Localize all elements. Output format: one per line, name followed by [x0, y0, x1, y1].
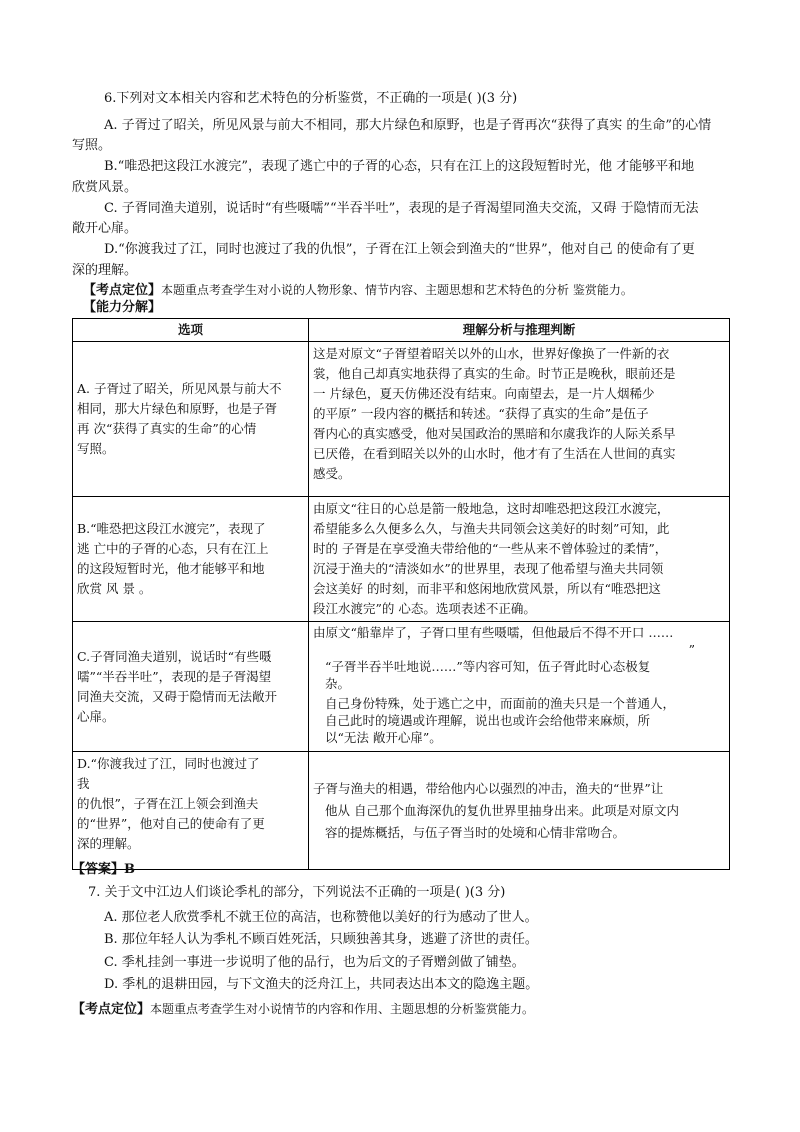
cell-line: 希望能多么久便多么久，与渔夫共同领会这美好的时刻”可知，此	[313, 521, 670, 536]
q6-option-a-line1: A. 子胥过了昭关，所见风景与前大不相同，那大片绿色和原野，也是子胥再次“获得了真实 的生命”的心情	[104, 118, 712, 133]
q6-option-c-line2: 敞开心扉。	[72, 221, 138, 236]
row-b-option	[73, 497, 309, 622]
q6-option-b-line1: B.“唯恐把这段江水渡完”，表现了逃亡中的子胥的心态，只有在江上的这段短暂时光，他 才能够平和地	[104, 159, 695, 174]
cell-line: 心扉。	[77, 708, 115, 724]
q7-option-d: D. 季札的退耕田园，与下文渔夫的泛舟江上，共同表达出本文的隐逸主题。	[104, 977, 539, 992]
cell-line: 时的 子胥是在享受渔夫带给他的“一些从来不曾体验过的柔情”，	[313, 541, 668, 556]
row-a-option	[73, 342, 309, 497]
answer-value: B	[124, 862, 136, 877]
header-option: 选项	[73, 319, 309, 342]
q7-option-c: C. 季札挂剑一事进一步说明了他的品行，也为后文的子胥赠剑做了铺垫。	[104, 955, 525, 970]
row-a-analysis	[309, 342, 730, 497]
q6-answer	[72, 860, 135, 880]
table-row	[73, 752, 730, 870]
cell-line: “子胥半吞半吐地说……”等内容可知，伍子胥此时心态极复	[325, 659, 651, 674]
cell-line: 感受。	[313, 466, 351, 481]
q6-nengli-label: 【能力分解】	[83, 300, 162, 315]
row-c-option	[73, 622, 309, 752]
row-d-option	[73, 752, 309, 870]
q6-option-a-line2: 写照。	[72, 138, 112, 153]
cell-line: 深的理解。	[77, 836, 140, 851]
row-c-analysis	[309, 622, 730, 752]
cell-line: 由原文“往日的心总是箭一般地急，这时却唯恐把这段江水渡完，	[313, 501, 670, 516]
row-b-analysis	[309, 497, 730, 622]
cell-line: 他从 自己那个血海深仇的复仇世界里抽身出来。此项是对原文内	[325, 802, 679, 818]
cell-line: 会这美好 的时刻，而非平和悠闲地欣赏风景，所以有“唯恐把这	[313, 581, 661, 596]
cell-line: A. 子胥过了昭关，所见风景与前大不	[77, 381, 282, 396]
cell-line: 子胥与渔夫的相遇，带给他内心以强烈的冲击，渔夫的“世界”让	[313, 780, 664, 796]
cell-line: 写照。	[77, 441, 115, 456]
row-d-analysis	[309, 752, 730, 870]
q6-kaodian	[83, 280, 633, 301]
q7-option-b: B. 那位年轻人认为季札不顾百姓死活，只顾独善其身，逃避了济世的责任。	[104, 932, 538, 947]
cell-line: 一 片绿色，夏天仿佛还没有结束。向南望去，是一片人烟稀少	[313, 386, 655, 401]
q6-option-b-line2: 欣赏风景。	[72, 180, 138, 195]
cell-line: 欣赏 风 景 。	[77, 581, 152, 596]
analysis-table	[72, 318, 730, 870]
q6-option-d-line1: D.“你渡我过了江，同时也渡过了我的仇恨”，子胥在江上领会到渔夫的“世界”，他对自己 的使命有了更	[104, 242, 695, 257]
q7-kaodian-label: 【考点定位】	[72, 1002, 151, 1017]
cell-line: 已厌倦，在看到昭关以外的山水时，他才有了生活在人世间的真实	[313, 446, 676, 461]
table-row	[73, 622, 730, 752]
cell-line: ”	[688, 642, 695, 657]
cell-line: C.子胥同渔夫道别，说话时“有些嗫	[77, 648, 272, 664]
table-row	[73, 342, 730, 497]
q6-kaodian-label: 【考点定位】	[83, 283, 162, 298]
cell-line: 这是对原文“子胥望着昭关以外的山水，世界好像换了一件新的衣	[313, 346, 670, 361]
cell-line: 段江水渡完”的 心态。选项表述不正确。	[313, 601, 536, 616]
table-header-row	[73, 319, 730, 342]
table-row	[73, 497, 730, 622]
cell-line: 的仇恨”，子胥在江上领会到渔夫	[77, 796, 259, 811]
header-analysis: 理解分析与推理判断	[309, 319, 730, 342]
answer-label: 【答案】	[72, 862, 125, 877]
cell-line: 自己此时的境遇或许理解，说出也或许会给他带来麻烦，所	[325, 713, 651, 728]
cell-line: 沉浸于渔夫的“清淡如水”的世界里，表现了他希望与渔夫共同领	[313, 561, 664, 576]
q6-option-d-line2: 深的理解。	[72, 263, 138, 278]
cell-line: 以“无法 敞开心扉”。	[325, 730, 442, 745]
cell-line: 逃 亡中的子胥的心态，只有在江上	[77, 541, 269, 556]
cell-line: 的平原” 一段内容的概括和转述。“获得了真实的生命”是伍子	[313, 406, 649, 421]
cell-line: B.“唯恐把这段江水渡完”，表现了	[77, 521, 266, 536]
q7-option-a: A. 那位老人欣赏季札不就王位的高洁，也称赞他以美好的行为感动了世人。	[104, 910, 538, 925]
cell-line: 的“世界”，他对自己的使命有了更	[77, 816, 265, 831]
cell-line: 嚅”“半吞半吐”，表现的是子胥渴望	[77, 668, 272, 684]
q7-stem: 7. 关于文中江边人们谈论季札的部分，下列说法不正确的一项是( )(3 分)	[88, 885, 506, 900]
cell-line: 胥内心的真实感受，他对吴国政治的黑暗和尔虞我诈的人际关系早	[313, 426, 676, 441]
q6-option-c-line1: C. 子胥同渔夫道别，说话时“有些嗫嚅”“半吞半吐”，表现的是子胥渴望同渔夫交流，又碍 于隐情而无法	[104, 201, 699, 216]
cell-line: 再 次“获得了真实的生命”的心情	[77, 421, 257, 436]
cell-line: 容的提炼概括，与伍子胥当时的处境和心情非常吻合。	[325, 824, 626, 840]
q7-kaodian-text: 本题重点考查学生对小说情节的内容和作用、主题思想的分析鉴赏能力。	[150, 1002, 535, 1016]
q7-kaodian	[72, 999, 534, 1020]
cell-line: 自己身份特殊，处于逃亡之中，而面前的渔夫只是一个普通人，	[325, 696, 676, 711]
cell-line: 同渔夫交流，又碍于隐情而无法敞开	[77, 688, 278, 704]
cell-line: D.“你渡我过了江，同时也渡过了	[77, 756, 260, 771]
cell-line: 裳，他自己却真实地获得了真实的生命。时节正是晚秋，眼前还是	[313, 366, 676, 381]
cell-line: 相同，那大片绿色和原野，也是子胥	[77, 401, 278, 416]
q6-stem: 6.下列对文本相关内容和艺术特色的分析鉴赏，不正确的一项是( )(3 分)	[104, 91, 518, 106]
cell-line: 由原文“船靠岸了，子胥口里有些嗫嚅，但他最后不得不开口 ……	[313, 625, 674, 640]
q6-kaodian-text: 本题重点考查学生对小说的人物形象、情节内容、主题思想和艺术特色的分析 鉴赏能力。	[161, 283, 633, 297]
cell-line: 的这段短暂时光，他才能够平和地	[77, 561, 265, 576]
cell-line: 我	[77, 776, 90, 791]
cell-line: 杂。	[325, 676, 351, 691]
